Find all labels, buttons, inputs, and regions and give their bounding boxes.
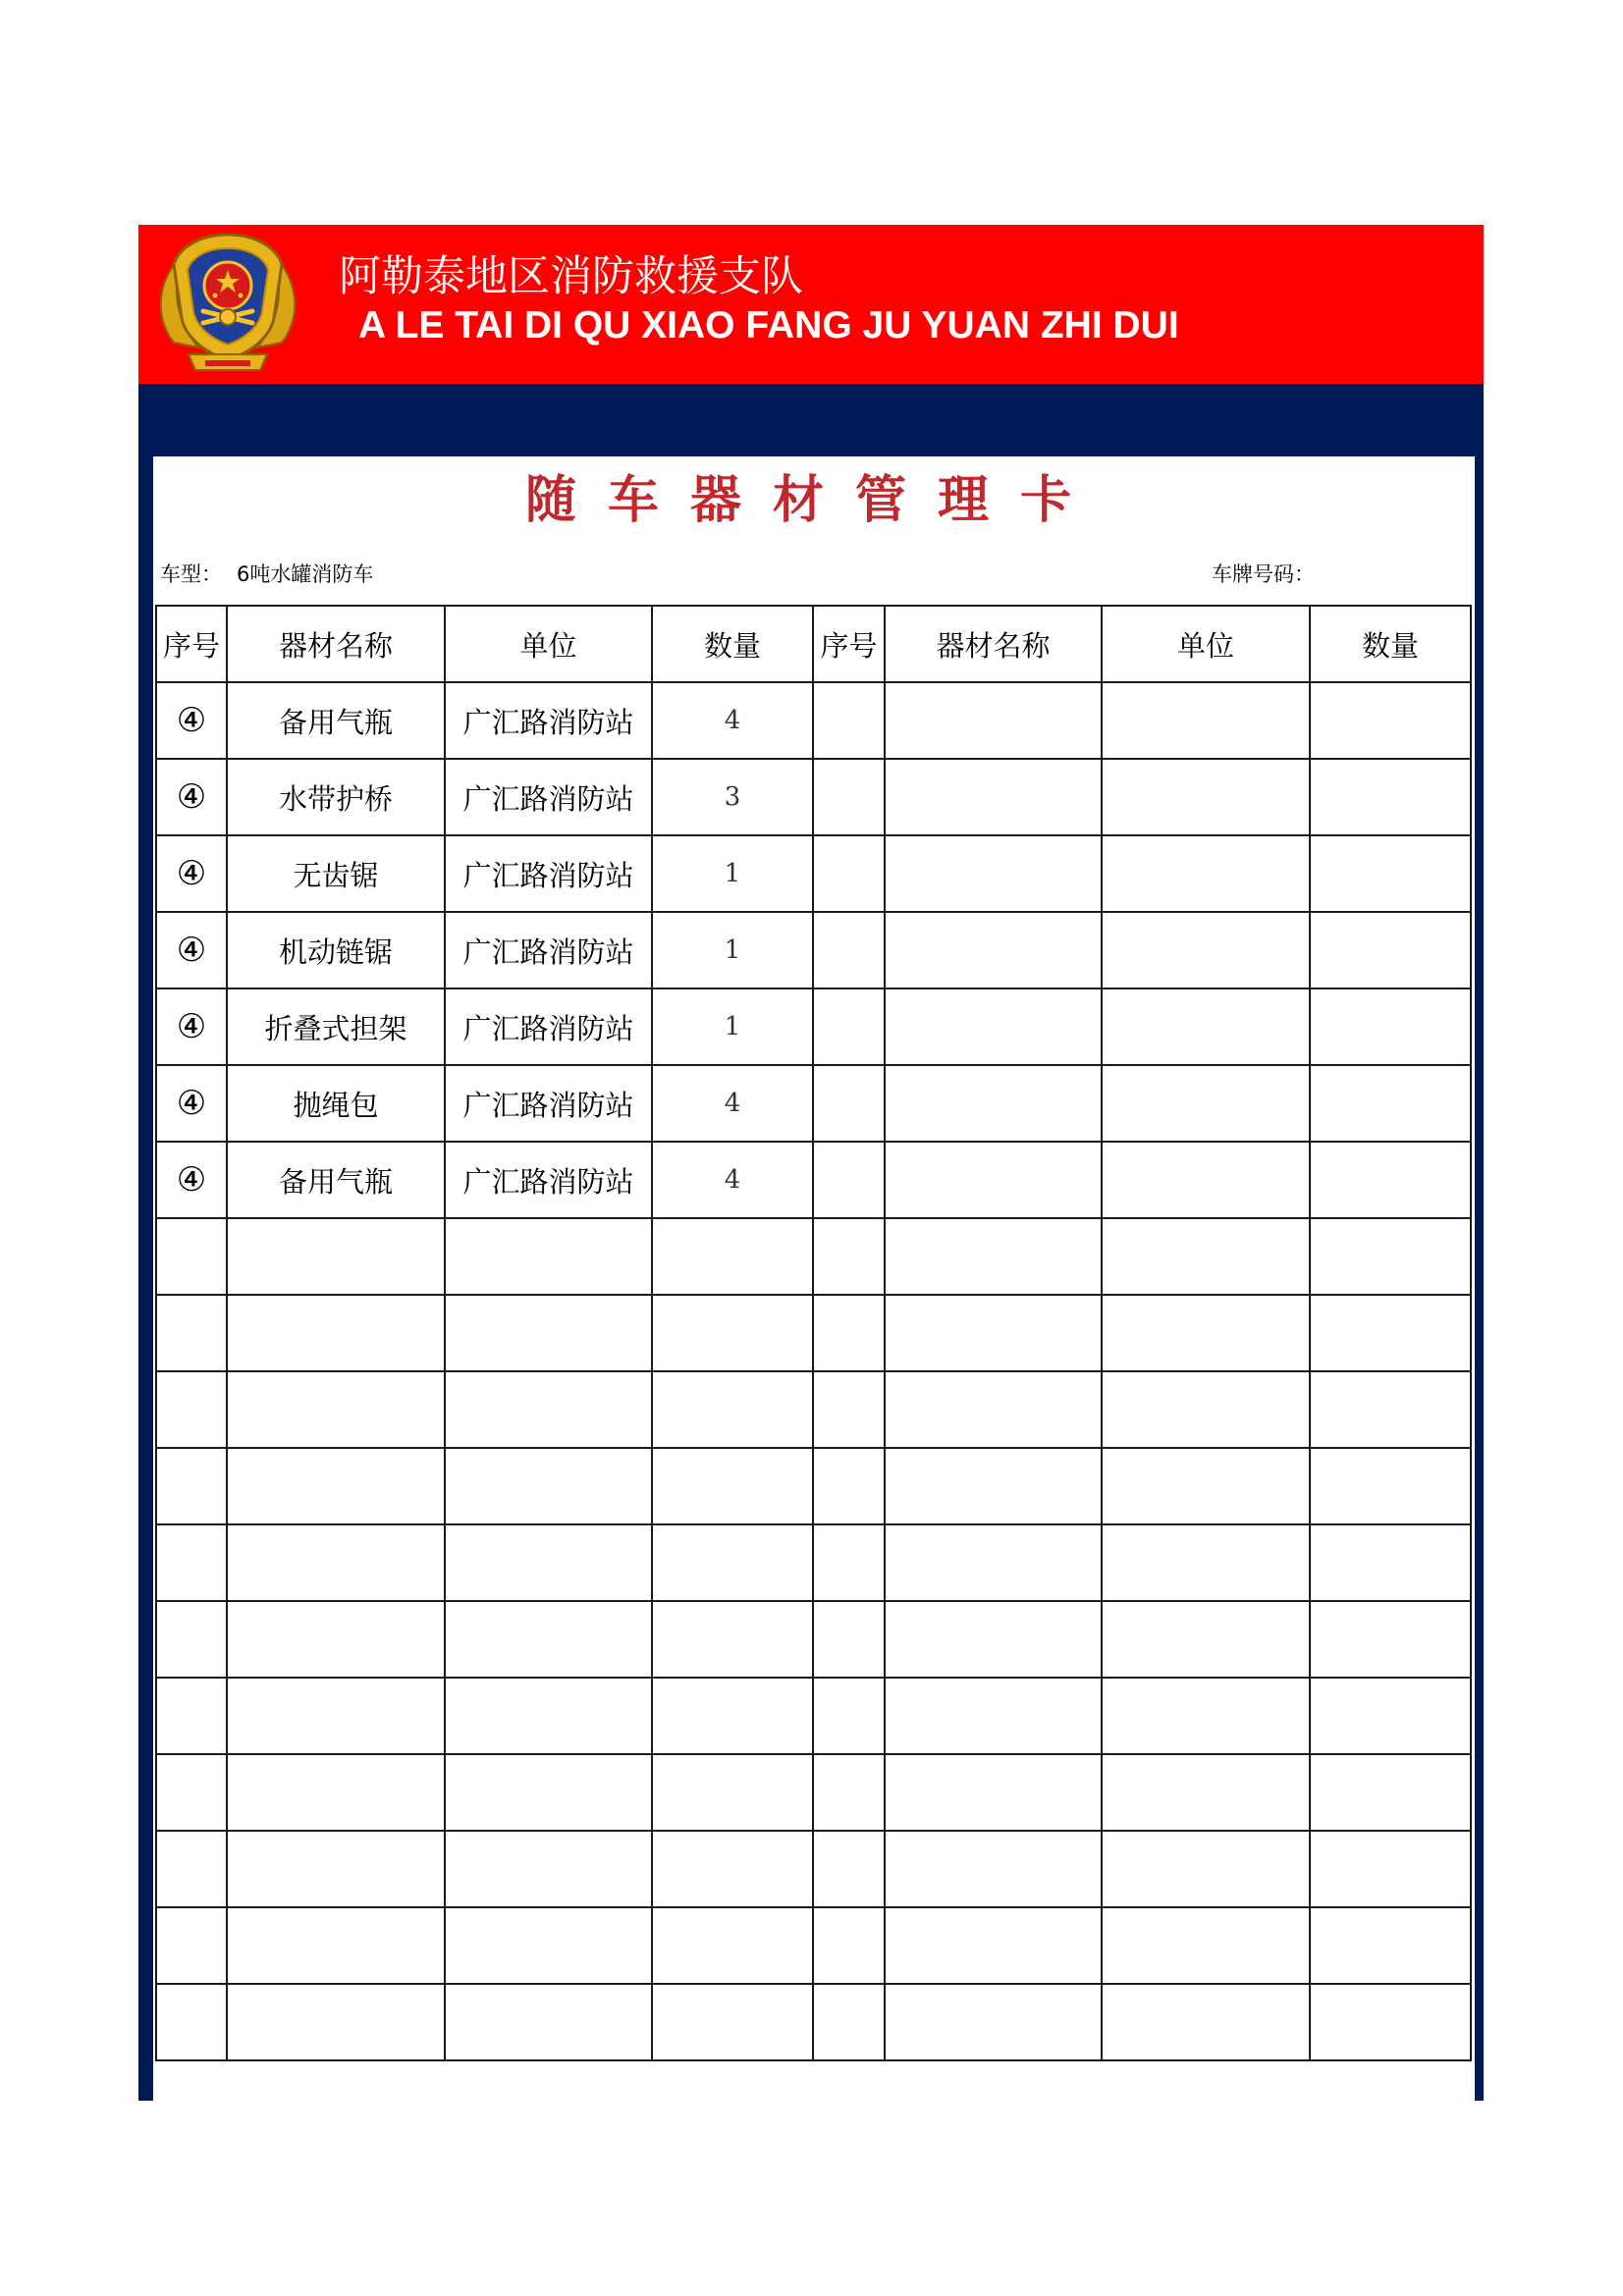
cell-seq: [813, 1065, 885, 1142]
cell-unit: 广汇路消防站: [445, 835, 652, 912]
cell-unit: [445, 1984, 652, 2060]
cell-seq: [156, 1218, 227, 1295]
table-header-row: [156, 606, 1471, 682]
cell-equipment-name: [885, 835, 1102, 912]
cell-seq: [813, 1984, 885, 2060]
cell-seq: [813, 1448, 885, 1524]
cell-seq: ④: [156, 912, 227, 988]
cell-seq: [813, 682, 885, 759]
column-header: 数量: [1310, 606, 1471, 682]
cell-seq: [813, 988, 885, 1065]
table-row: [156, 1984, 1471, 2060]
cell-quantity: [652, 1524, 813, 1601]
cell-equipment-name: [227, 1831, 445, 1907]
cell-seq: [813, 1907, 885, 1984]
cell-quantity: [1310, 1754, 1471, 1831]
cell-unit: [1102, 912, 1310, 988]
cell-equipment-name: 水带护桥: [227, 759, 445, 835]
cell-equipment-name: [227, 1371, 445, 1448]
cell-equipment-name: [885, 1601, 1102, 1678]
cell-equipment-name: [227, 1601, 445, 1678]
cell-seq: [156, 1831, 227, 1907]
cell-unit: [1102, 682, 1310, 759]
cell-unit: [1102, 988, 1310, 1065]
cell-unit: [1102, 1831, 1310, 1907]
cell-unit: 广汇路消防站: [445, 682, 652, 759]
cell-seq: [813, 912, 885, 988]
table-row: [156, 1448, 1471, 1524]
cell-seq: [813, 835, 885, 912]
management-card-sheet: [153, 456, 1475, 2101]
cell-seq: [813, 1678, 885, 1754]
cell-quantity: [1310, 1065, 1471, 1142]
cell-unit: [445, 1754, 652, 1831]
cell-unit: [1102, 1524, 1310, 1601]
cell-quantity: [652, 1601, 813, 1678]
cell-seq: [156, 1371, 227, 1448]
cell-equipment-name: [885, 1678, 1102, 1754]
table-row: [156, 682, 1471, 759]
cell-equipment-name: [885, 1831, 1102, 1907]
cell-quantity: [652, 1984, 813, 2060]
cell-quantity: 1: [652, 912, 813, 988]
cell-equipment-name: [885, 1984, 1102, 2060]
column-header: 器材名称: [227, 606, 445, 682]
cell-quantity: [652, 1218, 813, 1295]
cell-seq: [813, 1831, 885, 1907]
table-row: [156, 1218, 1471, 1295]
cell-seq: [156, 1678, 227, 1754]
cell-seq: [813, 1218, 885, 1295]
cell-equipment-name: [885, 1371, 1102, 1448]
cell-unit: 广汇路消防站: [445, 759, 652, 835]
cell-seq: [813, 1601, 885, 1678]
cell-unit: [1102, 1371, 1310, 1448]
cell-quantity: [652, 1678, 813, 1754]
cell-quantity: [1310, 1218, 1471, 1295]
cell-quantity: [1310, 835, 1471, 912]
cell-unit: [445, 1831, 652, 1907]
cell-seq: [156, 1907, 227, 1984]
vehicle-type-value: 6吨水罐消防车: [237, 562, 374, 586]
cell-unit: [445, 1218, 652, 1295]
column-header: 单位: [445, 606, 652, 682]
cell-quantity: [1310, 1601, 1471, 1678]
cell-quantity: [1310, 1678, 1471, 1754]
cell-quantity: [1310, 1142, 1471, 1218]
cell-seq: ④: [156, 835, 227, 912]
table-row: [156, 912, 1471, 988]
cell-unit: [1102, 1065, 1310, 1142]
table-row: [156, 1295, 1471, 1371]
cell-equipment-name: [227, 1448, 445, 1524]
cell-quantity: [652, 1371, 813, 1448]
cell-unit: 广汇路消防站: [445, 912, 652, 988]
cell-quantity: [652, 1754, 813, 1831]
cell-seq: ④: [156, 682, 227, 759]
cell-equipment-name: [885, 1907, 1102, 1984]
card-title: 随车器材管理卡: [524, 471, 1103, 530]
table-row: [156, 1371, 1471, 1448]
cell-unit: [1102, 1601, 1310, 1678]
column-header: 序号: [813, 606, 885, 682]
cell-quantity: [1310, 1524, 1471, 1601]
cell-quantity: [1310, 682, 1471, 759]
cell-unit: [445, 1448, 652, 1524]
fire-rescue-emblem-icon: [144, 225, 311, 384]
organization-name-cn: 阿勒泰地区消防救援支队: [339, 252, 803, 301]
cell-equipment-name: [885, 1218, 1102, 1295]
cell-unit: 广汇路消防站: [445, 1142, 652, 1218]
cell-seq: ④: [156, 1065, 227, 1142]
cell-seq: [813, 1142, 885, 1218]
table-row: [156, 1754, 1471, 1831]
cell-quantity: [652, 1295, 813, 1371]
cell-unit: [1102, 759, 1310, 835]
cell-unit: [1102, 1295, 1310, 1371]
card-frame: [138, 225, 1484, 2101]
cell-unit: [445, 1371, 652, 1448]
cell-unit: [445, 1907, 652, 1984]
column-header: 序号: [156, 606, 227, 682]
cell-unit: [1102, 1218, 1310, 1295]
table-row: [156, 1524, 1471, 1601]
cell-equipment-name: [227, 1218, 445, 1295]
cell-quantity: 4: [652, 1065, 813, 1142]
header-banner: [138, 225, 1484, 384]
cell-equipment-name: [227, 1754, 445, 1831]
table-row: [156, 1601, 1471, 1678]
cell-unit: [1102, 1754, 1310, 1831]
cell-quantity: 1: [652, 988, 813, 1065]
cell-quantity: [1310, 1295, 1471, 1371]
equipment-table: [155, 605, 1472, 2061]
cell-unit: [1102, 1984, 1310, 2060]
cell-unit: [445, 1295, 652, 1371]
cell-unit: 广汇路消防站: [445, 988, 652, 1065]
cell-equipment-name: 抛绳包: [227, 1065, 445, 1142]
cell-equipment-name: [885, 1754, 1102, 1831]
cell-unit: [1102, 1678, 1310, 1754]
cell-quantity: [1310, 1448, 1471, 1524]
cell-equipment-name: 机动链锯: [227, 912, 445, 988]
cell-equipment-name: [227, 1295, 445, 1371]
cell-seq: ④: [156, 759, 227, 835]
cell-equipment-name: [885, 1524, 1102, 1601]
column-header: 器材名称: [885, 606, 1102, 682]
cell-quantity: [1310, 1371, 1471, 1448]
cell-equipment-name: [885, 682, 1102, 759]
cell-unit: 广汇路消防站: [445, 1065, 652, 1142]
cell-quantity: 4: [652, 682, 813, 759]
cell-seq: [156, 1601, 227, 1678]
cell-equipment-name: 折叠式担架: [227, 988, 445, 1065]
table-row: [156, 1907, 1471, 1984]
cell-quantity: [1310, 912, 1471, 988]
table-row: [156, 1065, 1471, 1142]
column-header: 数量: [652, 606, 813, 682]
table-row: [156, 1142, 1471, 1218]
cell-equipment-name: [227, 1984, 445, 2060]
table-row: [156, 835, 1471, 912]
cell-equipment-name: [227, 1678, 445, 1754]
cell-quantity: 4: [652, 1142, 813, 1218]
cell-seq: ④: [156, 1142, 227, 1218]
cell-quantity: [652, 1907, 813, 1984]
table-row: [156, 988, 1471, 1065]
cell-seq: [156, 1524, 227, 1601]
cell-unit: [445, 1678, 652, 1754]
cell-quantity: [1310, 1984, 1471, 2060]
table-row: [156, 759, 1471, 835]
plate-number-label: 车牌号码：: [1212, 562, 1315, 586]
cell-quantity: [1310, 759, 1471, 835]
cell-quantity: 3: [652, 759, 813, 835]
cell-equipment-name: 备用气瓶: [227, 1142, 445, 1218]
cell-equipment-name: [885, 759, 1102, 835]
cell-seq: [156, 1448, 227, 1524]
cell-unit: [1102, 1142, 1310, 1218]
cell-quantity: [1310, 988, 1471, 1065]
cell-unit: [1102, 1907, 1310, 1984]
cell-seq: [156, 1754, 227, 1831]
cell-quantity: 1: [652, 835, 813, 912]
cell-equipment-name: [885, 1065, 1102, 1142]
cell-equipment-name: [885, 1295, 1102, 1371]
cell-equipment-name: 备用气瓶: [227, 682, 445, 759]
cell-quantity: [1310, 1907, 1471, 1984]
table-body: [156, 682, 1471, 2060]
cell-unit: [1102, 835, 1310, 912]
vehicle-type-label: 车型：: [160, 562, 222, 586]
column-header: 单位: [1102, 606, 1310, 682]
cell-equipment-name: [227, 1907, 445, 1984]
cell-equipment-name: [885, 1142, 1102, 1218]
cell-unit: [445, 1524, 652, 1601]
cell-seq: ④: [156, 988, 227, 1065]
organization-name-en: A LE TAI DI QU XIAO FANG JU YUAN ZHI DUI: [358, 304, 1179, 347]
cell-unit: [1102, 1448, 1310, 1524]
cell-quantity: [652, 1448, 813, 1524]
cell-equipment-name: [885, 988, 1102, 1065]
cell-seq: [813, 759, 885, 835]
cell-equipment-name: [885, 1448, 1102, 1524]
cell-seq: [813, 1371, 885, 1448]
cell-quantity: [1310, 1831, 1471, 1907]
cell-unit: [445, 1601, 652, 1678]
cell-quantity: [652, 1831, 813, 1907]
cell-equipment-name: [885, 912, 1102, 988]
table-row: [156, 1831, 1471, 1907]
cell-seq: [813, 1754, 885, 1831]
table-row: [156, 1678, 1471, 1754]
cell-seq: [156, 1984, 227, 2060]
cell-equipment-name: 无齿锯: [227, 835, 445, 912]
cell-seq: [813, 1524, 885, 1601]
cell-equipment-name: [227, 1524, 445, 1601]
cell-seq: [813, 1295, 885, 1371]
cell-seq: [156, 1295, 227, 1371]
